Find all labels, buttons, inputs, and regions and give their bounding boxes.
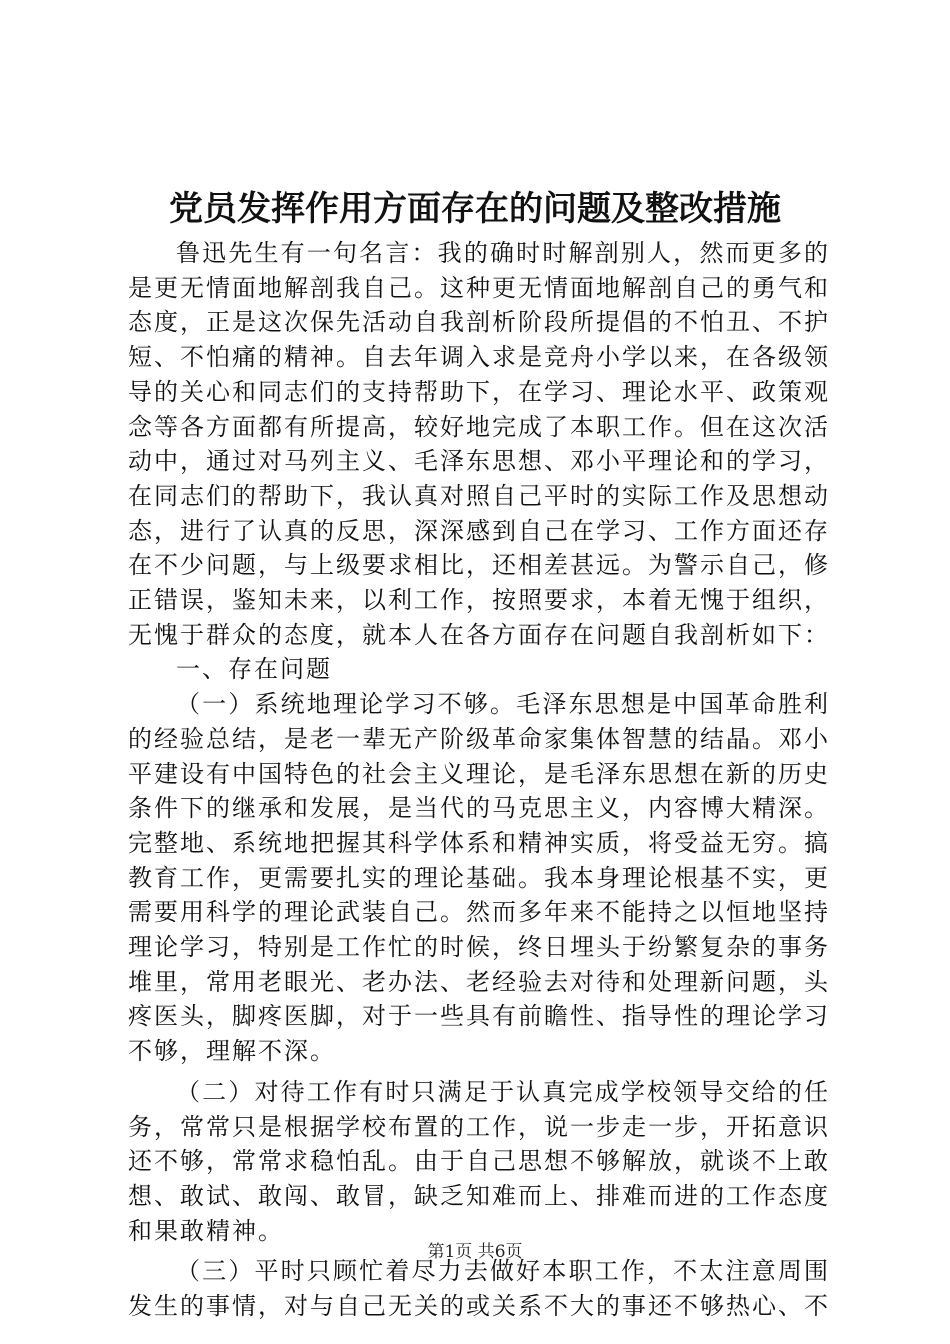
document-title: 党员发挥作用方面存在的问题及整改措施 — [169, 189, 781, 229]
problem-paragraph-3: （三）平时只顾忙着尽力去做好本职工作，不太注意周围发生的事情，对与自己无关的或关系不大的事还不够热心、不 — [128, 1257, 830, 1321]
section-heading: 一、存在问题 — [176, 655, 332, 684]
page-indicator: 第1页 共6页 — [427, 1242, 523, 1262]
problem-paragraph-2: （二）对待工作有时只满足于认真完成学校领导交给的任务，常常只是根据学校布置的工作，说一步走一步，开拓意识还不够，常常求稳怕乱。由于自己思想不够解放，就谈不上敢想、敢试、敢闯、敢冒，缺乏知难而上、排难而进的工作态度和果敢精神。 — [128, 1077, 830, 1245]
document-body — [128, 236, 830, 1324]
intro-paragraph: 鲁迅先生有一句名言：我的确时时解剖别人，然而更多的是更无情面地解剖我自己。这种更无情面地解剖自己的勇气和态度，正是这次保先活动自我剖析阶段所提倡的不怕丑、不护短、不怕痛的精神。自去年调入求是竞舟小学以来，在各级领导的关心和同志们的支持帮助下，在学习、理论水平、政策观念等各方面都有所提高，较好地完成了本职工作。但在这次活动中，通过对马列主义、毛泽东思想、邓小平理论和的学习，在同志们的帮助下，我认真对照自己平时的实际工作及思想动态，进行了认真的反思，深深感到自己在学习、工作方面还存在不少问题，与上级要求相比，还相差甚远。为警示自己，修正错误，鉴知未来，以利工作，按照要求，本着无愧于组织，无愧于群众的态度，就本人在各方面存在问题自我剖析如下： — [128, 239, 830, 649]
problem-paragraph-1: （一）系统地理论学习不够。毛泽东思想是中国革命胜利的经验总结，是老一辈无产阶级革命家集体智慧的结晶。邓小平建设有中国特色的社会主义理论，是毛泽东思想在新的历史条件下的继承和发展，是当代的马克思主义，内容博大精深。完整地、系统地把握其科学体系和精神实质，将受益无穷。搞教育工作，更需要扎实的理论基础。我本身理论根基不实，更需要用科学的理论武装自己。然而多年来不能持之以恒地坚持理论学习，特别是工作忙的时候，终日埋头于纷繁复杂的事务堆里，常用老眼光、老办法、老经验去对待和处理新问题，头疼医头，脚疼医脚，对于一些具有前瞻性、指导性的理论学习不够，理解不深。 — [128, 690, 830, 1066]
